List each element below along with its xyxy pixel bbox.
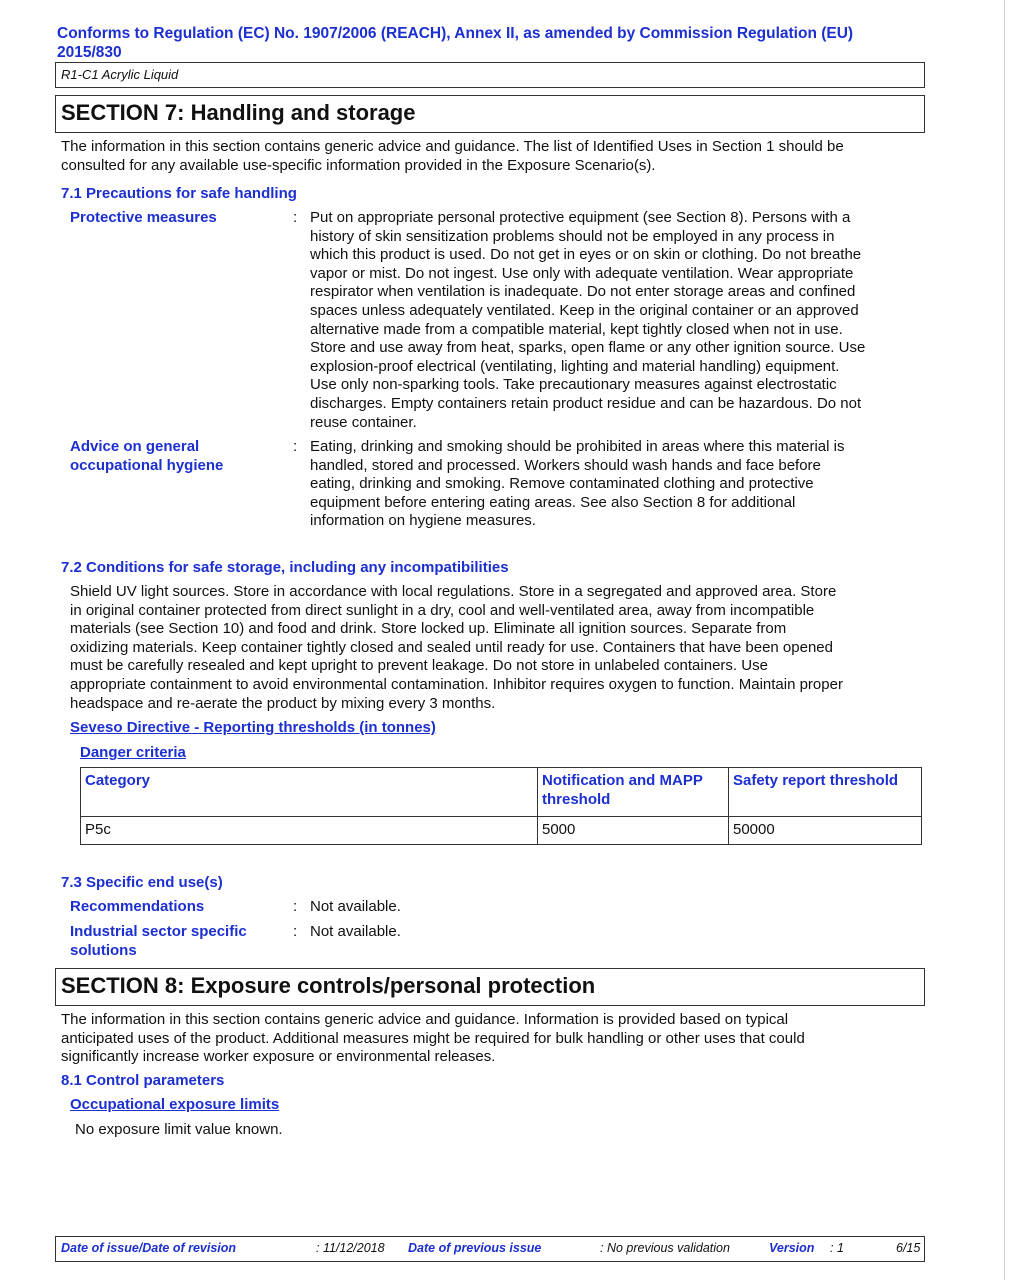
- hygiene-label-line: Advice on general: [70, 438, 200, 455]
- protective-measures-text: [310, 209, 950, 432]
- recommendations-value: Not available.: [310, 898, 401, 915]
- footer-page-number: 6/15: [896, 1241, 921, 1255]
- text-line: Shield UV light sources. Store in accordance with local regulations. Store in a segregated and approved area. Store: [70, 583, 837, 600]
- seveso-title: Seveso Directive - Reporting thresholds (in tonnes): [70, 719, 436, 736]
- subsection-8-1-title: 8.1 Control parameters: [61, 1072, 225, 1089]
- industrial-label: [70, 923, 247, 960]
- regulation-line-1: Conforms to Regulation (EC) No. 1907/2006 (REACH), Annex II, as amended by Commission Regulation (EU): [57, 25, 854, 42]
- section-7-title-box: [55, 95, 925, 133]
- intro-line: significantly increase worker exposure or environmental releases.: [61, 1048, 496, 1066]
- colon: :: [293, 438, 298, 455]
- regulation-line-2: 2015/830: [57, 44, 122, 61]
- text-line: materials (see Section 10) and food and drink. Store locked up. Eliminate all ignition sources. Separate from: [70, 620, 787, 638]
- text-line: explosion-proof electrical (ventilating, lighting and material handling) equipment.: [310, 357, 840, 375]
- text-line: information on hygiene measures.: [310, 512, 536, 530]
- text-line: Use only non-sparking tools. Take precautionary measures against electrostatic: [310, 376, 837, 394]
- table-row: [81, 817, 922, 845]
- hygiene-label: [70, 438, 223, 475]
- text-line: equipment before entering eating areas. See also Section 8 for additional: [310, 493, 796, 511]
- intro-line: anticipated uses of the product. Additional measures might be required for bulk handling or other uses that could: [61, 1029, 805, 1047]
- footer-version-label: Version: [769, 1241, 815, 1255]
- text-line: Store and use away from heat, sparks, open flame or any other ignition source. Use: [310, 339, 866, 357]
- text-line: in original container protected from direct sunlight in a dry, cool and well-ventilated area, away from incompatible: [70, 601, 815, 619]
- table-header-row: [81, 768, 922, 817]
- table-header-safety-report: Safety report threshold: [729, 768, 922, 817]
- protective-measures-label: Protective measures: [70, 209, 217, 226]
- section-8-title: SECTION 8: Exposure controls/personal protection: [61, 973, 596, 998]
- recommendations-label: Recommendations: [70, 898, 205, 915]
- text-line: history of skin sensitization problems should not be employed in any process in: [310, 227, 835, 245]
- text-line: discharges. Empty containers retain product residue and can be hazardous. Do not: [310, 394, 862, 412]
- hygiene-text: [310, 438, 950, 531]
- text-line: respirator when ventilation is inadequate. Do not enter storage areas and confined: [310, 283, 856, 301]
- storage-text: [70, 583, 950, 713]
- intro-line: consulted for any available use-specific information provided in the Exposure Scenario(s).: [61, 156, 656, 174]
- text-line: headspace and re-aerate the product by mixing every 3 months.: [70, 694, 496, 712]
- oel-title: Occupational exposure limits: [70, 1096, 280, 1113]
- text-line: eating, drinking and smoking. Remove contaminated clothing and protective: [310, 475, 814, 493]
- danger-criteria-table: [80, 767, 922, 845]
- section-7-intro: [61, 138, 941, 175]
- table-cell-notification: 5000: [538, 817, 729, 845]
- text-line: vapor or mist. Do not ingest. Use only with adequate ventilation. Wear appropriate: [310, 264, 854, 282]
- product-name-box: [55, 62, 925, 88]
- page-footer: [55, 1236, 925, 1262]
- text-line: alternative made from a compatible material, kept tightly closed when not in use.: [310, 320, 843, 338]
- text-line: reuse container.: [310, 413, 417, 431]
- intro-line: The information in this section contains generic advice and guidance. Information is provided based on typical: [61, 1011, 789, 1028]
- subsection-7-2-title: 7.2 Conditions for safe storage, including any incompatibilities: [61, 559, 509, 576]
- industrial-label-line: Industrial sector specific: [70, 923, 247, 940]
- footer-previous-value: : No previous validation: [600, 1241, 730, 1255]
- footer-previous-label: Date of previous issue: [408, 1241, 542, 1255]
- colon: :: [293, 209, 298, 226]
- colon: :: [293, 923, 298, 940]
- footer-date-value: : 11/12/2018: [316, 1241, 385, 1255]
- oel-text: No exposure limit value known.: [75, 1121, 283, 1138]
- text-line: handled, stored and processed. Workers should wash hands and face before: [310, 456, 821, 474]
- section-7-title: SECTION 7: Handling and storage: [61, 100, 416, 125]
- regulation-header: [57, 24, 957, 62]
- text-line: Eating, drinking and smoking should be prohibited in areas where this material is: [310, 438, 845, 455]
- text-line: spaces unless adequately ventilated. Keep in the original container or an approved: [310, 301, 859, 319]
- intro-line: The information in this section contains generic advice and guidance. The list of Identified Uses in Section 1 should be: [61, 138, 844, 155]
- industrial-label-line: solutions: [70, 941, 137, 959]
- footer-version-value: : 1: [830, 1241, 844, 1255]
- text-line: must be carefully resealed and kept upright to prevent leakage. Do not store in unlabeled containers. Use: [70, 657, 768, 675]
- danger-criteria-title: Danger criteria: [80, 744, 186, 761]
- section-8-intro: [61, 1011, 941, 1067]
- hygiene-label-line: occupational hygiene: [70, 456, 224, 474]
- subsection-7-3-title: 7.3 Specific end use(s): [61, 874, 223, 891]
- subsection-7-1-title: 7.1 Precautions for safe handling: [61, 185, 297, 202]
- section-8-title-box: [55, 968, 925, 1006]
- colon: :: [293, 898, 298, 915]
- product-name: R1-C1 Acrylic Liquid: [61, 67, 179, 82]
- text-line: appropriate containment to avoid environmental contamination. Inhibitor requires oxygen to function. Maintain proper: [70, 675, 843, 693]
- page-edge: [1004, 0, 1005, 1280]
- text-line: oxidizing materials. Keep container tightly closed and sealed until ready for use. Containers that have been opened: [70, 638, 833, 656]
- table-cell-category: P5c: [81, 817, 538, 845]
- table-header-category: Category: [81, 768, 538, 817]
- industrial-value: Not available.: [310, 923, 401, 940]
- text-line: Put on appropriate personal protective equipment (see Section 8). Persons with a: [310, 209, 851, 226]
- text-line: which this product is used. Do not get in eyes or on skin or clothing. Do not breathe: [310, 246, 862, 264]
- footer-date-label: Date of issue/Date of revision: [61, 1241, 237, 1255]
- table-cell-safety-report: 50000: [729, 817, 922, 845]
- table-header-notification: Notification and MAPP threshold: [538, 768, 729, 817]
